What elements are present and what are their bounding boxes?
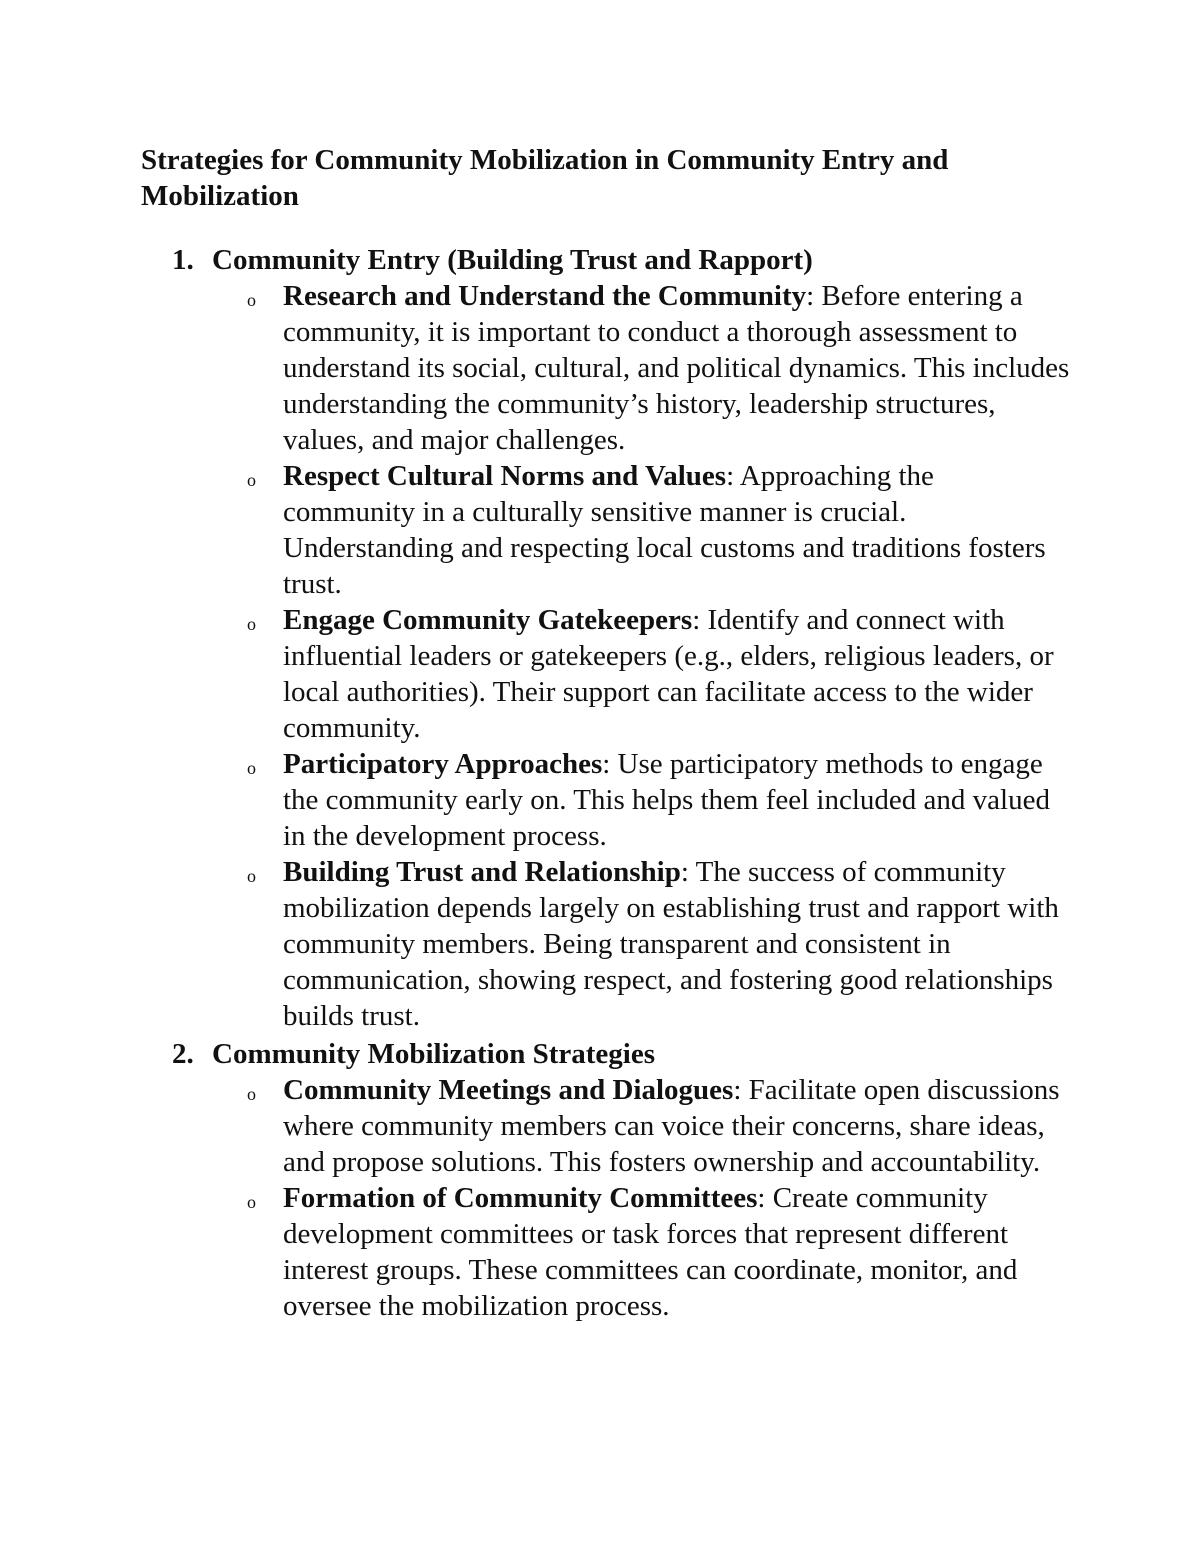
item-term: Participatory Approaches [283,748,603,780]
bullet-list [0,1072,1200,1324]
section-heading [172,242,813,278]
list-item [0,602,1073,746]
bullet-list [0,278,1200,1034]
bullet-circle-icon: o [247,1192,256,1212]
document-title: Strategies for Community Mobilization in Community Entry and Mobilization [141,144,949,212]
bullet-circle-icon: o [247,758,256,778]
item-text: : Facilitate open discussions where community members can voice their concerns, share ideas, and propose solutions. This fosters ownership and accountability. [283,1074,1060,1178]
section-number: 1. [172,244,194,276]
list-item [0,278,1073,458]
item-text: : Before entering a community, it is important to conduct a thorough assessment to understand its social, cultural, and political dynamics. This includes understanding the community’s history, leadership structures, values, and major challenges. [283,280,1070,456]
section-title: Community Mobilization Strategies [212,1038,656,1070]
item-text: : Create community development committees or task forces that represent different interest groups. These committees can coordinate, monitor, and oversee the mobilization process. [283,1182,1018,1322]
item-term: Respect Cultural Norms and Values [283,460,727,492]
list-item [0,458,1073,602]
item-term: Building Trust and Relationship [283,856,681,888]
bullet-circle-icon: o [247,1084,256,1104]
bullet-circle-icon: o [247,866,256,886]
item-text: : Approaching the community in a culturally sensitive manner is crucial. Understanding and respecting local customs and traditions fosters trust. [283,460,1046,600]
item-term: Community Meetings and Dialogues [283,1074,734,1106]
item-text: : Use participatory methods to engage the community early on. This helps them feel included and valued in the development process. [283,748,1050,852]
item-text: : The success of community mobilization depends largely on establishing trust and rapport with community members. Being transparent and consistent in communication, showing respect, and fostering good relationships builds trust. [283,856,1059,1032]
section-number: 2. [172,1038,194,1070]
list-item [0,1072,1073,1180]
item-term: Research and Understand the Community [283,280,807,312]
item-term: Engage Community Gatekeepers [283,604,693,636]
list-item [0,854,1073,1034]
bullet-circle-icon: o [247,290,256,310]
bullet-circle-icon: o [247,614,256,634]
bullet-circle-icon: o [247,470,256,490]
section-title: Community Entry (Building Trust and Rapport) [212,244,813,276]
item-term: Formation of Community Committees [283,1182,758,1214]
section-heading [172,1036,655,1072]
item-text: : Identify and connect with influential leaders or gatekeepers (e.g., elders, religious leaders, or local authorities). Their support can facilitate access to the wider community. [283,604,1054,744]
list-item [0,746,1073,854]
list-item [0,1180,1073,1324]
